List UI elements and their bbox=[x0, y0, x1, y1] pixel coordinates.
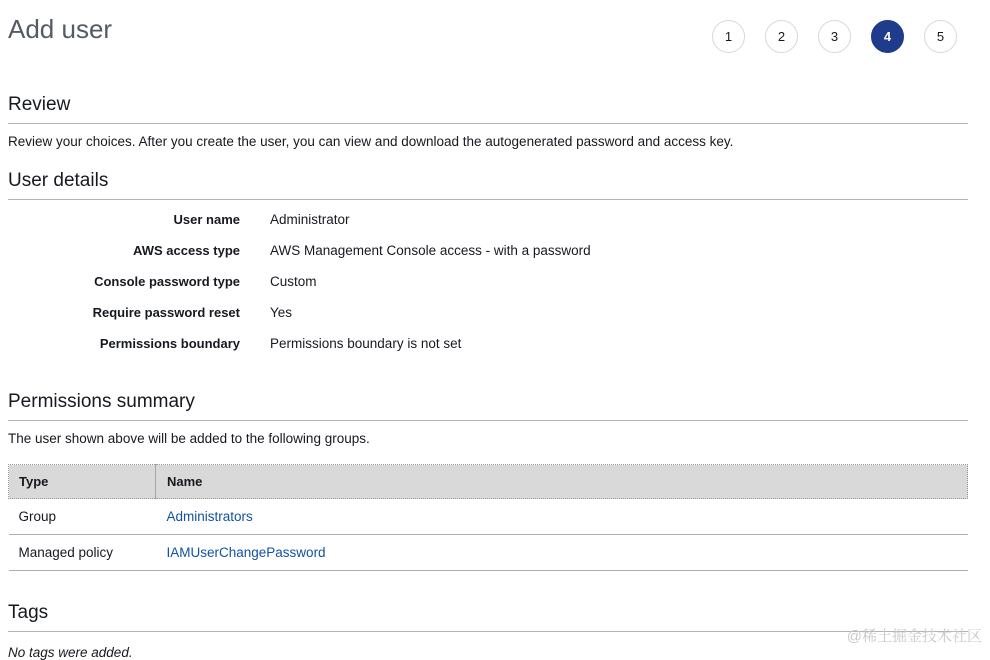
divider bbox=[8, 199, 968, 200]
step-4-active[interactable]: 4 bbox=[871, 20, 904, 53]
user-details-heading: User details bbox=[8, 170, 109, 191]
user-details-section bbox=[8, 169, 968, 367]
permissions-boundary-value: Permissions boundary is not set bbox=[270, 336, 462, 351]
require-password-reset-label: Require password reset bbox=[92, 305, 240, 320]
aws-access-type-label: AWS access type bbox=[133, 243, 240, 258]
tags-heading: Tags bbox=[8, 602, 49, 623]
step-3[interactable]: 3 bbox=[818, 20, 851, 53]
user-name-value: Administrator bbox=[270, 212, 350, 227]
column-header-name: Name bbox=[156, 465, 968, 499]
console-password-type-value: Custom bbox=[270, 274, 317, 289]
permissions-boundary-label: Permissions boundary bbox=[99, 336, 240, 351]
divider bbox=[8, 123, 968, 124]
page-title: Add user bbox=[8, 14, 113, 44]
review-heading: Review bbox=[8, 94, 71, 115]
tags-section bbox=[8, 601, 968, 660]
console-password-type-label: Console password type bbox=[94, 274, 240, 289]
require-password-reset-row bbox=[8, 305, 968, 336]
step-1[interactable]: 1 bbox=[712, 20, 745, 53]
table-row-managed-policy bbox=[9, 535, 968, 571]
watermark: @稀土掘金技术社区 bbox=[846, 628, 982, 645]
column-header-type: Type bbox=[9, 465, 156, 499]
require-password-reset-value: Yes bbox=[270, 305, 293, 320]
wizard-step-indicator bbox=[712, 20, 957, 53]
page-header bbox=[8, 0, 968, 53]
aws-access-type-value: AWS Management Console access - with a password bbox=[270, 243, 591, 258]
divider bbox=[8, 631, 968, 632]
group-name-cell bbox=[156, 499, 968, 535]
table-header-row bbox=[9, 465, 968, 499]
aws-access-type-row bbox=[8, 243, 968, 274]
permissions-table bbox=[8, 464, 968, 571]
permissions-summary-description: The user shown above will be added to the following groups. bbox=[8, 431, 370, 446]
permissions-boundary-row bbox=[8, 336, 968, 367]
managed-policy-name-cell bbox=[156, 535, 968, 571]
tags-empty-message: No tags were added. bbox=[8, 645, 133, 660]
permissions-summary-heading: Permissions summary bbox=[8, 391, 195, 412]
iam-user-change-password-policy-link[interactable]: IAMUserChangePassword bbox=[166, 545, 326, 560]
administrators-group-link[interactable]: Administrators bbox=[166, 509, 253, 524]
step-2[interactable]: 2 bbox=[765, 20, 798, 53]
step-5[interactable]: 5 bbox=[924, 20, 957, 53]
review-description: Review your choices. After you create the user, you can view and download the autogenerated password and access key. bbox=[8, 134, 734, 149]
group-type-cell: Group bbox=[9, 499, 156, 535]
user-details-list bbox=[8, 212, 968, 367]
user-name-row bbox=[8, 212, 968, 243]
permissions-summary-section bbox=[8, 390, 968, 571]
user-name-label: User name bbox=[173, 212, 240, 227]
divider bbox=[8, 420, 968, 421]
managed-policy-type-cell: Managed policy bbox=[9, 535, 156, 571]
console-password-type-row bbox=[8, 274, 968, 305]
review-section bbox=[8, 93, 968, 150]
table-row-group bbox=[9, 499, 968, 535]
